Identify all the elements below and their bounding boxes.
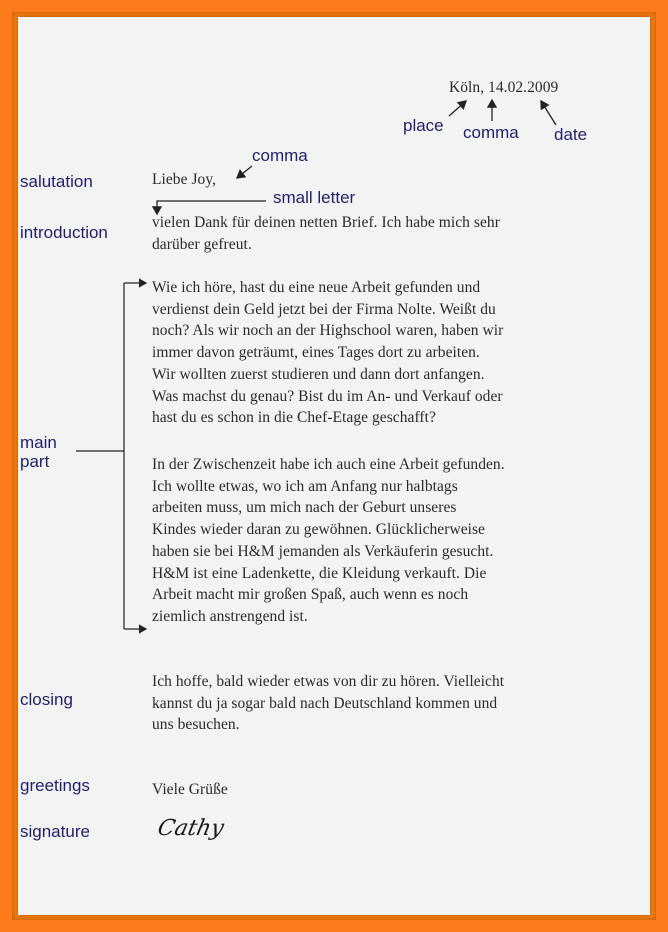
comma-salutation-arrow	[237, 166, 252, 178]
label-greetings: greetings	[20, 776, 90, 795]
place-arrow	[449, 101, 466, 116]
letter-signature: Cathy	[155, 816, 227, 841]
annotation-place: place	[403, 116, 444, 135]
label-salutation: salutation	[20, 172, 93, 191]
label-closing: closing	[20, 690, 73, 709]
annotation-small-letter: small letter	[273, 188, 356, 207]
letter-closing: Ich hoffe, bald wieder etwas von dir zu hören. Vielleicht kannst du ja sogar bald nach Deutschland kommen und uns besuchen.	[152, 673, 505, 734]
date-arrow	[541, 101, 556, 125]
place-date: Köln, 14.02.2009	[449, 79, 559, 96]
label-main-part: main part	[20, 433, 57, 471]
label-introduction: introduction	[20, 223, 108, 242]
label-signature: signature	[20, 822, 90, 841]
annotation-comma-salutation: comma	[252, 146, 308, 165]
annotation-comma-date: comma	[463, 123, 519, 142]
letter-main-part-1: Wie ich höre, hast du eine neue Arbeit gefunden und verdienst dein Geld jetzt bei der Firma Nolte. Weißt du noch? Als wir noch an der Highschool waren, haben wir immer davon geträumt, eines Tages dort zu arbeiten. Wir wollten zuerst studieren und dann dort anfangen. Was machst du genau? Bist du im An- und Verkauf oder hast du es schon in die Chef-Etage geschafft?	[152, 279, 504, 427]
letter-main-part-2: In der Zwischenzeit habe ich auch eine Arbeit gefunden. Ich wollte etwas, wo ich am Anfang nur halbtags arbeiten muss, um mich nach der Geburt unseres Kindes wieder daran zu gewöhnen. Glücklicherweise haben sie bei H&M jemanden als Verkäuferin gesucht. H&M ist eine Ladenkette, die Kleidung verkauft. Die Arbeit macht mir großen Spaß, auch wenn es noch ziemlich anstrengend ist.	[152, 456, 505, 625]
letter-salutation: Liebe Joy,	[152, 171, 217, 188]
letter-introduction: vielen Dank für deinen netten Brief. Ich habe mich sehr darüber gefreut.	[152, 214, 500, 253]
annotation-date: date	[554, 125, 588, 144]
letter-greetings: Viele Grüße	[152, 781, 228, 798]
